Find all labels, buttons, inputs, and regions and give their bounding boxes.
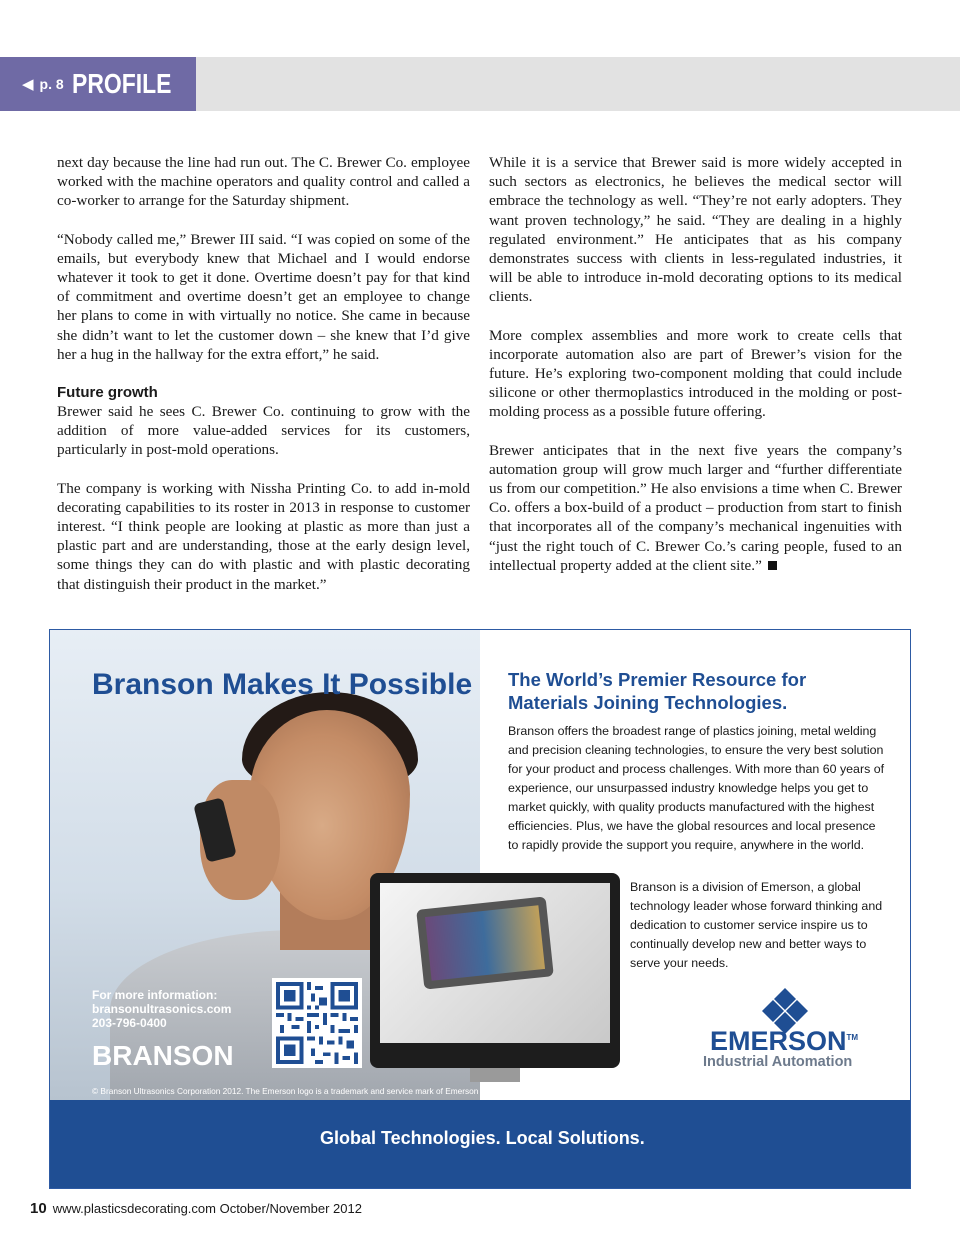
- monitor-screen: [380, 883, 610, 1043]
- page-reference: p. 8: [39, 76, 64, 92]
- article-paragraph: next day because the line had run out. The C. Brewer Co. employee worked with the machine operators and quality control and called a co-worker to arrange for the Saturday shipment.: [57, 154, 470, 210]
- monitor-image: [370, 873, 620, 1068]
- ad-tagline: Global Technologies. Local Solutions.: [320, 1128, 645, 1148]
- monitor-stand: [470, 1068, 520, 1082]
- branson-advertisement[interactable]: [49, 629, 911, 1189]
- article-paragraph: While it is a service that Brewer said is more widely accepted in such sectors as electronics, he believes the medical sector will embrace the technology as well. “They’re not early adopters. They want proven technology,” he said. “They are dealing in a highly regulated environment.” He anticipates that as his company demonstrates success with clients in less-regulated industries, it will be able to introduce in-mold decorating options to its medical clients.: [489, 154, 902, 306]
- emerson-wordmark: [710, 1026, 858, 1057]
- article-paragraph: The company is working with Nissha Printing Co. to add in-mold decorating capabilities to its roster in 2013 in response to customer interest. “I think people are looking at plastic as more than just a plastic part and are understanding, those at the early design level, some things they can do with plastic and with plastic decorating that distinguish their product in the market.”: [57, 479, 470, 593]
- contact-phone[interactable]: 203-796-0400: [92, 1016, 167, 1030]
- article-right-column: [489, 153, 902, 594]
- ad-copyright: © Branson Ultrasonics Corporation 2012. The Emerson logo is a trademark and service mark of Emerson Electric Co.: [92, 1086, 524, 1096]
- footer-text: www.plasticsdecorating.com October/November 2012: [52, 1201, 362, 1216]
- article-subhead: Future growth: [57, 384, 158, 402]
- section-tab[interactable]: [0, 57, 196, 111]
- article-left-column: [57, 153, 470, 613]
- emerson-division: Industrial Automation: [703, 1054, 853, 1070]
- tablet-image: [416, 896, 554, 989]
- article-last-paragraph: [489, 441, 902, 575]
- emerson-trademark: TM: [846, 1033, 859, 1042]
- ad-body-2: [630, 878, 890, 973]
- tablet-screen: [425, 905, 545, 981]
- contact-info: [92, 988, 231, 1030]
- qr-code-icon[interactable]: [272, 978, 362, 1068]
- emerson-name: EMERSON: [710, 1026, 847, 1056]
- section-title: PROFILE: [71, 68, 172, 99]
- article-paragraph-text: Brewer anticipates that in the next five years the company’s automation group will grow much larger and “further differentiate us from our competition.” He also envisions a time when C. Brewer Co. offers a box-build of a product – production from start to finish that incorporates all of the company’s mechanical ingenuities with “just the right touch of C. Brewer Co.’s caring people, fused to an intellectual property added at the client site.”: [489, 441, 902, 574]
- page-number: 10: [30, 1200, 47, 1217]
- contact-website[interactable]: bransonultrasonics.com: [92, 1002, 232, 1016]
- ad-body-text-2: Branson is a division of Emerson, a global technology leader whose forward thinking and dedication to customer service inspire us to continually develop new and better ways to serve your needs.: [630, 880, 883, 970]
- ad-subheadline: The World’s Premier Resource for Materials Joining Technologies.: [508, 669, 807, 713]
- article-paragraph: More complex assemblies and more work to create cells that incorporate automation also are part of Brewer’s vision for the future. He’s exploring two-component molding that could include silicone or other thermoplastics introduced in the molding or post-molding process as a possible future offering.: [489, 326, 902, 421]
- branson-logo: BRANSON: [92, 1040, 234, 1071]
- article-paragraph: “Nobody called me,” Brewer III said. “I was copied on some of the emails, but everybody knew that Michael and I would endorse whatever it took to get it done. Overtime doesn’t pay for that kind of commitment and overtime doesn’t get an employee to change her plans to come in with virtually no notice. She came in because she didn’t want to let the customer down – she knew that I’d give her a hug in the hallway for the extra effort,” he said.: [57, 230, 470, 363]
- contact-label: For more information:: [92, 988, 218, 1002]
- back-arrow-icon[interactable]: ◀: [22, 75, 34, 93]
- ad-body: [508, 668, 888, 855]
- article-paragraph: Brewer said he sees C. Brewer Co. continuing to grow with the addition of more value-added services for its customers, particularly in post-mold operations.: [57, 403, 470, 459]
- end-mark-icon: [768, 561, 777, 570]
- ad-headline: Branson Makes It Possible: [92, 668, 473, 701]
- ad-body-text: Branson offers the broadest range of plastics joining, metal welding and precision cleaning technologies, to ensure the very best solution for your product and process challenges. With more than 60 years of experience, our unsurpassed industry knowledge helps you get to market quickly, with quality products manufactured with the highest efficiencies. Plus, we have the global resources and local presence to rapidly provide the support you require, anywhere in the world.: [508, 724, 885, 852]
- page-footer: [30, 1200, 362, 1217]
